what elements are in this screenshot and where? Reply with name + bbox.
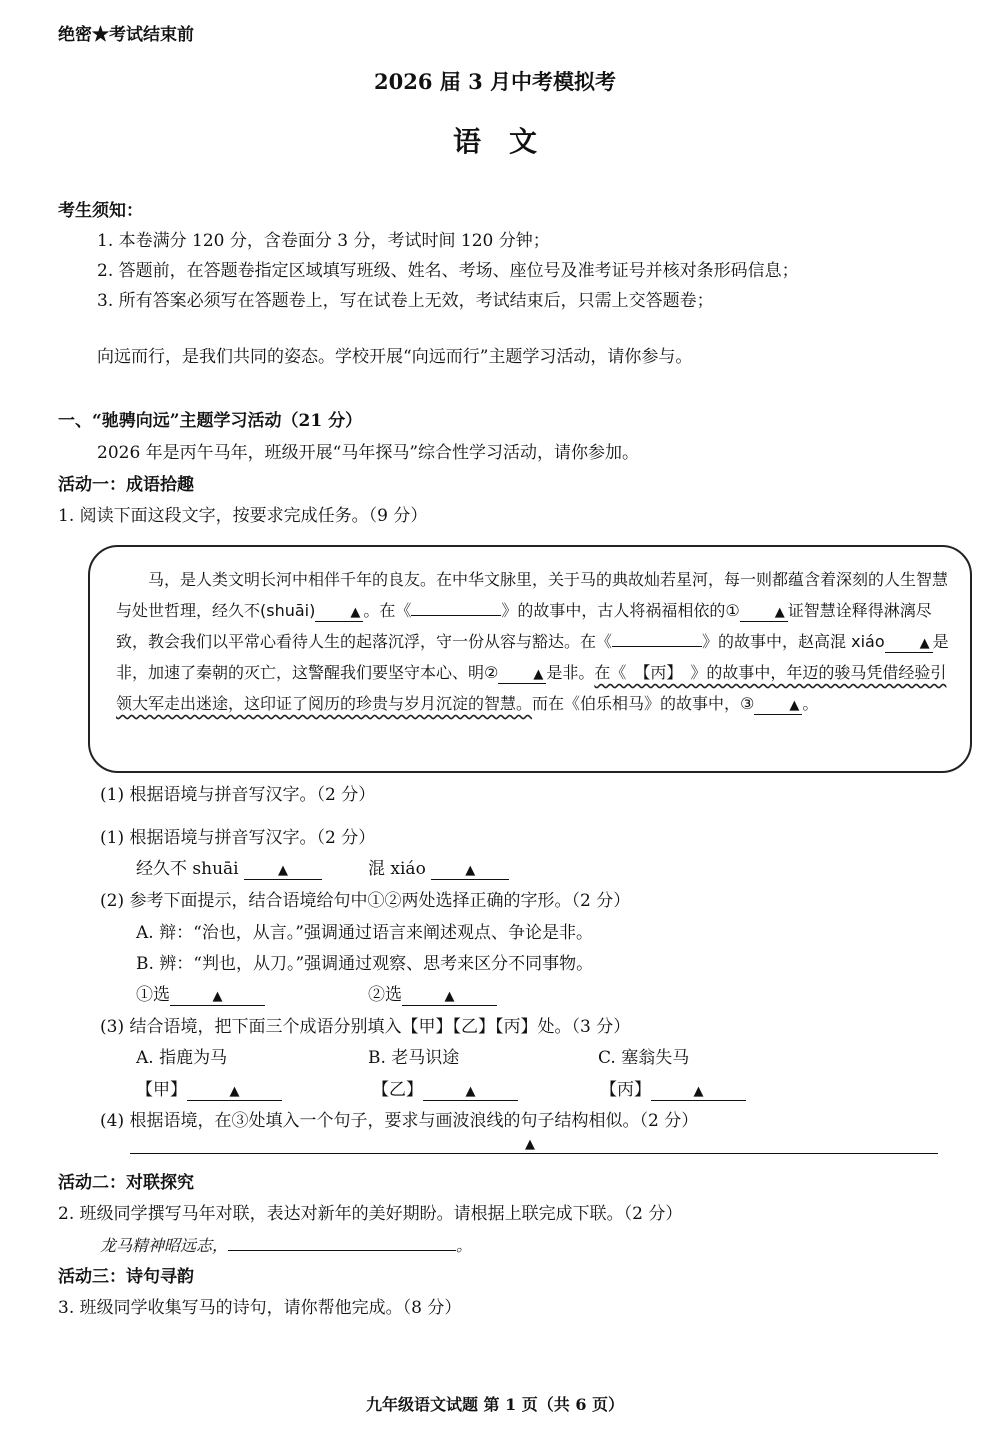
- answer-blank[interactable]: ▲: [315, 601, 363, 622]
- answer-blank[interactable]: ▲: [244, 859, 322, 880]
- idiom-a: A. 指鹿为马: [136, 1048, 228, 1068]
- section1-heading: 一、“驰骋向远”主题学习活动（21 分）: [58, 411, 363, 431]
- idiom-c: C. 塞翁失马: [598, 1048, 690, 1068]
- answer-blank[interactable]: ▲: [740, 601, 788, 622]
- sub-question-4: (4) 根据语境，在③处填入一个句子，要求与画波浪线的句子结构相似。（2 分）: [100, 1111, 699, 1131]
- intro-text: 向远而行，是我们共同的姿态。学校开展“向远而行”主题学习活动，请你参与。: [97, 347, 693, 367]
- option-a: A. 辩：“治也，从言。”强调通过语言来阐述观点、争论是非。: [136, 923, 593, 943]
- activity2-heading: 活动二：对联探究: [58, 1173, 194, 1193]
- answer-line[interactable]: [130, 1153, 938, 1154]
- question-2: 2. 班级同学撰写马年对联，表达对新年的美好期盼。请根据上联完成下联。（2 分）: [58, 1204, 683, 1224]
- fill-bing: 【丙】 ▲: [600, 1075, 746, 1101]
- fill-jia: 【甲】 ▲: [136, 1075, 282, 1101]
- answer-blank[interactable]: ▲: [498, 663, 546, 684]
- answer-blank[interactable]: ▲: [651, 1080, 746, 1101]
- select-item-2: ②选 ▲: [368, 980, 497, 1006]
- pinyin-item-xiao: 混 xiáo ▲: [368, 854, 509, 880]
- select-item-1: ①选 ▲: [136, 980, 265, 1006]
- question-1: 1. 阅读下面这段文字，按要求完成任务。（9 分）: [58, 506, 428, 526]
- answer-marker: ▲: [525, 1137, 535, 1152]
- answer-blank[interactable]: [612, 626, 702, 647]
- answer-blank[interactable]: ▲: [170, 985, 265, 1006]
- sub-question-3: (3) 结合语境，把下面三个成语分别填入【甲】【乙】【丙】处。（3 分）: [100, 1017, 631, 1037]
- answer-blank[interactable]: [228, 1230, 456, 1251]
- answer-blank[interactable]: [411, 595, 501, 616]
- answer-blank[interactable]: ▲: [423, 1080, 518, 1101]
- sub-question-1b: (1) 根据语境与拼音写汉字。（2 分）: [100, 828, 376, 848]
- activity3-heading: 活动三：诗句寻韵: [58, 1267, 194, 1287]
- notice-item-1: 1. 本卷满分 120 分，含卷面分 3 分，考试时间 120 分钟；: [97, 231, 550, 251]
- passage-text: 马，是人类文明长河中相伴千年的良友。在中华文脉里，关于马的典故灿若星河，每一则都蕴含着深刻的人生智慧与处世哲理，经久不(shuāi) ▲ 。在《 》的故事中，古人将祸福相依的① ▲ 证智慧诠释得淋漓尽致，教会我们以平常心看待人生的起落沉浮，守一份从容与豁达。在《 》的故事中，赵高混 xiáo ▲ 是非，加速了秦朝的灭亡，这警醒我们要坚守本心、明② ▲ 是非。在《 【丙】 》的故事中，年迈的骏马凭借经验引领大军走出迷途，这印证了阅历的珍贵与岁月沉淀的智慧。而在《伯乐相马》的故事中，③ ▲ 。: [116, 570, 949, 713]
- question-3: 3. 班级同学收集写马的诗句，请你帮他完成。（8 分）: [58, 1298, 462, 1318]
- exam-title: 2026 届 3 月中考模拟考: [374, 69, 616, 94]
- couplet-line: 龙马精神昭远志， 。: [100, 1230, 472, 1256]
- answer-blank[interactable]: ▲: [885, 632, 933, 653]
- answer-blank[interactable]: ▲: [187, 1080, 282, 1101]
- answer-blank[interactable]: ▲: [754, 694, 802, 715]
- idiom-b: B. 老马识途: [368, 1048, 460, 1068]
- wavy-underline-sentence: 在《 【丙】 》的故事中，年迈的骏马凭借经验引领大军走出迷途，这印证了阅历的珍贵与岁月沉淀的智慧。: [116, 663, 947, 713]
- notice-heading: 考生须知：: [58, 201, 143, 221]
- sub-question-1a: (1) 根据语境与拼音写汉字。（2 分）: [100, 785, 376, 805]
- confidential-label: 绝密★考试结束前: [58, 25, 194, 45]
- option-b: B. 辨：“判也，从刀。”强调通过观察、思考来区分不同事物。: [136, 954, 594, 974]
- pinyin-item-shuai: 经久不 shuāi ▲: [136, 854, 322, 880]
- activity1-heading: 活动一：成语拾趣: [58, 475, 194, 495]
- subject-title: 语 文: [452, 125, 537, 158]
- notice-item-2: 2. 答题前，在答题卷指定区域填写班级、姓名、考场、座位号及准考证号并核对条形码信息；: [97, 261, 799, 281]
- page-footer: 九年级语文试题 第 1 页（共 6 页）: [365, 1395, 625, 1414]
- section1-intro: 2026 年是丙午马年，班级开展“马年探马”综合性学习活动，请你参加。: [97, 443, 640, 463]
- fill-yi: 【乙】 ▲: [372, 1075, 518, 1101]
- answer-blank[interactable]: ▲: [431, 859, 509, 880]
- notice-item-3: 3. 所有答案必须写在答题卷上，写在试卷上无效，考试结束后，只需上交答题卷；: [97, 291, 714, 311]
- sub-question-2: (2) 参考下面提示，结合语境给句中①②两处选择正确的字形。（2 分）: [100, 891, 631, 911]
- answer-blank[interactable]: ▲: [402, 985, 497, 1006]
